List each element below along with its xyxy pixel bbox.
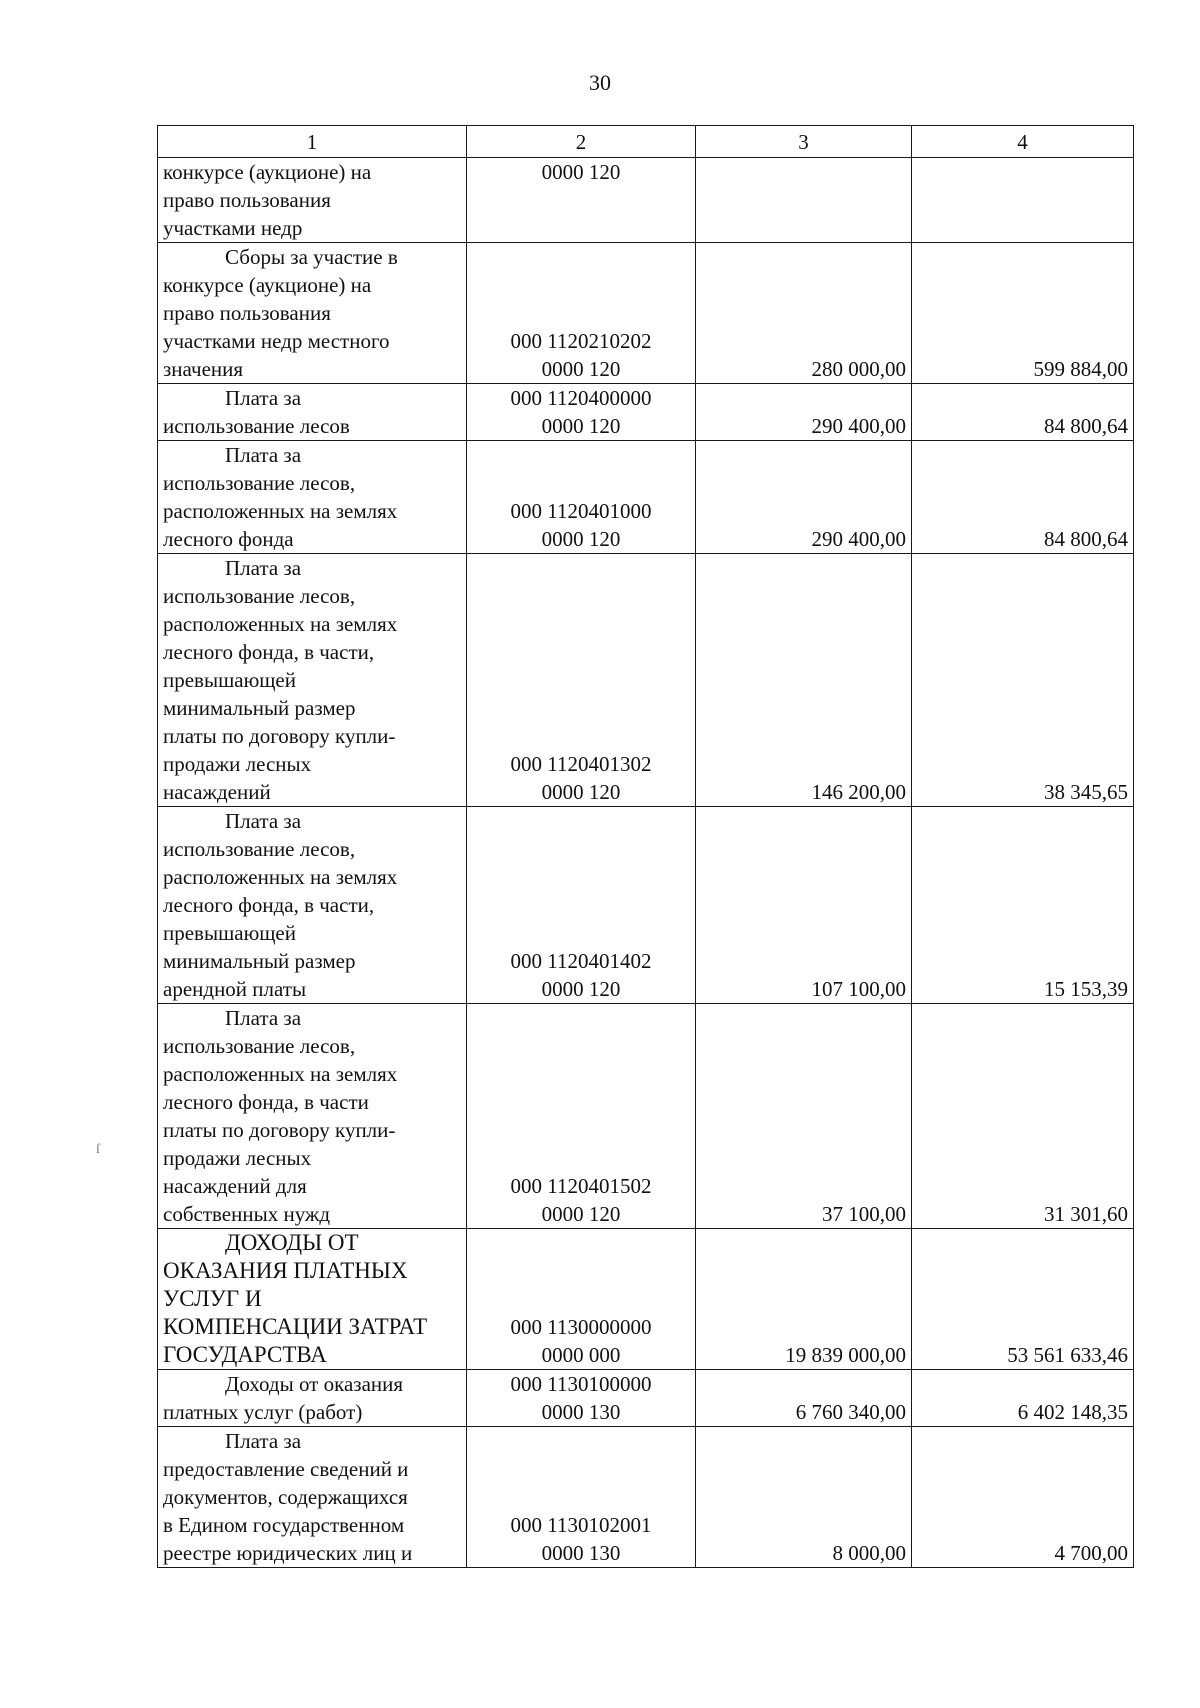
row-name [158,554,467,807]
row-name [158,243,467,384]
row-actual: 599 884,00 [912,243,1134,384]
row-name [158,158,467,243]
column-header-1: 1 [158,126,467,158]
row-name-rest: ОКАЗАНИЯ ПЛАТНЫХ УСЛУГ И КОМПЕНСАЦИИ ЗАТРАТ ГОСУДАРСТВА [163,1258,428,1367]
row-plan: 146 200,00 [696,554,912,807]
row-name-first: Плата за [225,386,302,410]
table-row [158,1004,1134,1229]
row-name-first: Сборы за участие в [225,245,398,269]
row-name-rest: использование лесов, расположенных на землях лесного фонда, в части платы по договору купли- продажи лесных насаждений для собственных нужд [163,1034,398,1226]
row-name-first: Плата за [225,556,302,580]
row-code: 000 1120401402 0000 120 [467,807,696,1004]
table-row [158,554,1134,807]
row-actual: 6 402 148,35 [912,1370,1134,1427]
row-name [158,1004,467,1229]
row-actual: 84 800,64 [912,384,1134,441]
row-name-rest: использование лесов [163,414,350,438]
row-actual: 4 700,00 [912,1427,1134,1568]
row-plan: 8 000,00 [696,1427,912,1568]
row-code: 000 1130102001 0000 130 [467,1427,696,1568]
table-row [158,243,1134,384]
row-name-rest: конкурсе (аукционе) на право пользования участками недр местного значения [163,273,390,381]
table-row [158,1370,1134,1427]
row-name-first: ДОХОДЫ ОТ [225,1230,359,1255]
row-plan: 107 100,00 [696,807,912,1004]
row-plan: 6 760 340,00 [696,1370,912,1427]
row-plan [696,158,912,243]
row-plan: 19 839 000,00 [696,1229,912,1370]
row-name-rest: использование лесов, расположенных на землях лесного фонда, в части, превышающей минимальный размер платы по договору купли- продажи лесных насаждений [163,584,398,804]
table-header-row [158,126,1134,158]
row-code: 0000 120 [467,158,696,243]
row-name [158,384,467,441]
row-actual: 31 301,60 [912,1004,1134,1229]
table-row [158,1229,1134,1370]
row-name [158,1370,467,1427]
row-name-first: Плата за [225,1006,302,1030]
row-name-rest: использование лесов, расположенных на землях лесного фонда [163,471,398,551]
row-code: 000 1120210202 0000 120 [467,243,696,384]
row-actual: 84 800,64 [912,441,1134,554]
row-plan: 290 400,00 [696,441,912,554]
row-name [158,1427,467,1568]
row-code: 000 1120401502 0000 120 [467,1004,696,1229]
row-actual [912,158,1134,243]
row-code: 000 1120401302 0000 120 [467,554,696,807]
row-name [158,1229,467,1370]
row-name-rest: предоставление сведений и документов, содержащихся в Едином государственном реестре юридических лиц и [163,1457,413,1565]
row-name-rest: платных услуг (работ) [163,1400,363,1424]
table-row [158,384,1134,441]
row-name-first: Плата за [225,443,302,467]
row-code: 000 1120400000 0000 120 [467,384,696,441]
revenue-table [157,125,1134,1568]
table-row [158,1427,1134,1568]
row-name-first: Плата за [225,809,302,833]
page-number: 30 [589,70,611,95]
row-code: 000 1120401000 0000 120 [467,441,696,554]
table-row [158,807,1134,1004]
row-actual: 38 345,65 [912,554,1134,807]
column-header-2: 2 [467,126,696,158]
column-header-4: 4 [912,126,1134,158]
row-name [158,807,467,1004]
row-plan: 37 100,00 [696,1004,912,1229]
scan-speck: ſ [96,1142,100,1157]
table-row [158,441,1134,554]
row-code: 000 1130100000 0000 130 [467,1370,696,1427]
row-name [158,441,467,554]
row-actual: 53 561 633,46 [912,1229,1134,1370]
row-plan: 280 000,00 [696,243,912,384]
row-code: 000 1130000000 0000 000 [467,1229,696,1370]
row-name-first: Плата за [225,1429,302,1453]
row-plan: 290 400,00 [696,384,912,441]
row-name-rest: конкурсе (аукционе) на право пользования участками недр [163,160,372,240]
row-name-rest: использование лесов, расположенных на землях лесного фонда, в части, превышающей минимальный размер арендной платы [163,837,398,1001]
table-row [158,158,1134,243]
row-actual: 15 153,39 [912,807,1134,1004]
row-name-first: Доходы от оказания [225,1372,404,1396]
column-header-3: 3 [696,126,912,158]
